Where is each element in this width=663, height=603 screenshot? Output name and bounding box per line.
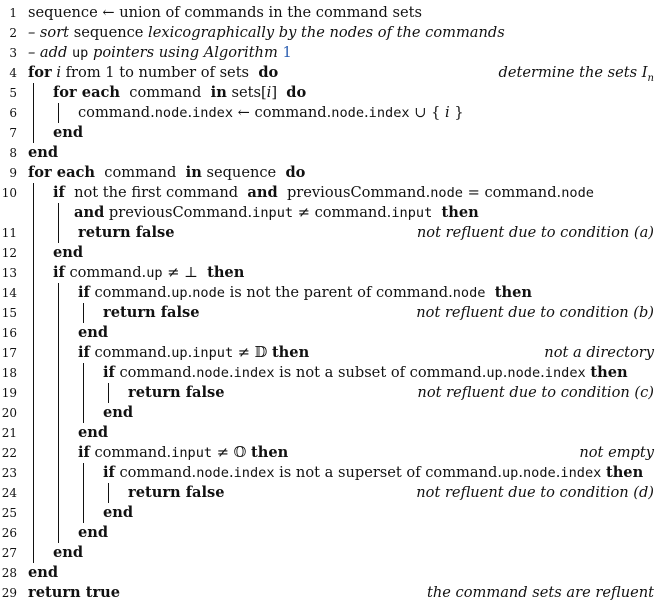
algorithm-statement: if command.up.node is not the parent of command.node then (78, 284, 532, 301)
line-number: 21 (1, 426, 17, 440)
algorithm-line (0, 243, 663, 263)
algorithm-line (0, 343, 663, 363)
algorithm-statement: – add up pointers using Algorithm 1 (28, 44, 292, 61)
line-number: 9 (9, 166, 17, 180)
algorithm-line (0, 63, 663, 83)
algorithm-line (0, 103, 663, 123)
block-bar (58, 203, 59, 243)
line-number: 19 (1, 386, 17, 400)
line-number: 20 (1, 406, 17, 420)
line-number: 27 (1, 546, 17, 560)
algorithm-statement: sequence ← union of commands in the command sets (28, 4, 422, 21)
algorithm-line (0, 263, 663, 283)
line-number: 26 (1, 526, 17, 540)
algorithm-statement: if command.input ≠ 𝕆 then (78, 444, 289, 461)
algorithm-statement: return true (28, 584, 121, 601)
algorithm-comment: not refluent due to condition (d) (416, 484, 654, 501)
algorithm-statement: and previousCommand.input ≠ command.input then (74, 204, 479, 221)
algorithm-line (0, 183, 663, 203)
algorithm-comment: not a directory (544, 344, 654, 361)
line-number: 11 (1, 226, 17, 240)
line-number: 12 (1, 246, 17, 260)
algorithm-statement: for each command in sequence do (28, 164, 306, 181)
algorithm-statement: end (78, 324, 109, 341)
algorithm-line (0, 43, 663, 63)
algorithm-line (0, 483, 663, 503)
line-number: 22 (1, 446, 17, 460)
algorithm-line (0, 523, 663, 543)
algorithm-line (0, 283, 663, 303)
algorithm-statement: if command.up ≠ ⊥ then (53, 264, 245, 281)
algorithm-statement: command.node.index ← command.node.index ∪ { i } (78, 104, 464, 121)
algorithm-line (0, 563, 663, 583)
algorithm-statement: if not the first command and previousCommand.node = command.node (53, 184, 594, 201)
line-number: 6 (9, 106, 17, 120)
algorithm-line (0, 383, 663, 403)
block-bar (83, 363, 84, 423)
algorithm-line (0, 363, 663, 383)
line-number: 15 (1, 306, 17, 320)
algorithm-statement: end (103, 404, 134, 421)
block-bar (33, 183, 34, 563)
block-bar (108, 383, 109, 403)
algorithm-statement: end (53, 244, 84, 261)
algorithm-statement: if command.node.index is not a superset of command.up.node.index then (103, 464, 644, 481)
line-number: 2 (9, 26, 17, 40)
algorithm-line (0, 23, 663, 43)
line-number: 25 (1, 506, 17, 520)
algorithm-comment: the command sets are refluent (427, 584, 654, 601)
algorithm-statement: end (78, 524, 109, 541)
line-number: 17 (1, 346, 17, 360)
algorithm-line (0, 223, 663, 243)
algorithm-line (0, 83, 663, 103)
line-number: 16 (1, 326, 17, 340)
algorithm-statement: end (28, 144, 59, 161)
line-number: 5 (9, 86, 17, 100)
algorithm-line (0, 323, 663, 343)
algorithm-comment: not refluent due to condition (a) (416, 224, 654, 241)
algorithm-statement: return false (78, 224, 175, 241)
algorithm-line (0, 203, 663, 223)
line-number: 7 (9, 126, 17, 140)
block-bar (83, 463, 84, 523)
algorithm-statement: for i from 1 to number of sets do (28, 64, 279, 81)
line-number: 28 (1, 566, 17, 580)
algorithm-statement: end (103, 504, 134, 521)
line-number: 14 (1, 286, 17, 300)
line-number: 24 (1, 486, 17, 500)
algorithm-comment: not refluent due to condition (c) (417, 384, 654, 401)
algorithm-comment: determine the sets $I_n$ (498, 64, 654, 84)
block-bar (108, 483, 109, 503)
algorithm-statement: end (78, 424, 109, 441)
algorithm-line (0, 123, 663, 143)
algorithm-statement: end (28, 564, 59, 581)
block-bar (83, 303, 84, 323)
line-number: 4 (9, 66, 17, 80)
algorithm-line (0, 163, 663, 183)
line-number: 18 (1, 366, 17, 380)
algorithm-line (0, 403, 663, 423)
line-number: 3 (9, 46, 17, 60)
algorithm-line (0, 443, 663, 463)
algorithm-statement: if command.node.index is not a subset of command.up.node.index then (103, 364, 628, 381)
line-number: 13 (1, 266, 17, 280)
algorithm-comment: not empty (579, 444, 654, 461)
algorithm-statement: for each command in sets[i] do (53, 84, 307, 101)
block-bar (33, 83, 34, 143)
algorithm-comment: not refluent due to condition (b) (416, 304, 654, 321)
line-number: 10 (1, 186, 17, 200)
algorithm-statement: end (53, 544, 84, 561)
line-number: 1 (9, 6, 17, 20)
line-number: 23 (1, 466, 17, 480)
block-bar (58, 283, 59, 543)
algorithm-statement: – sort sequence lexicographically by the nodes of the commands (28, 24, 505, 41)
algorithm-line (0, 423, 663, 443)
algorithm-statement: return false (128, 384, 225, 401)
algorithm-statement: end (53, 124, 84, 141)
block-bar (58, 103, 59, 123)
algorithm-line (0, 583, 663, 603)
algorithm-line (0, 503, 663, 523)
algorithm-line (0, 3, 663, 23)
algorithm-reference-link[interactable]: 1 (282, 44, 292, 61)
line-number: 8 (9, 146, 17, 160)
algorithm-statement: return false (103, 304, 200, 321)
algorithm-statement: if command.up.input ≠ 𝔻 then (78, 344, 310, 361)
algorithm-line (0, 543, 663, 563)
algorithm-line (0, 463, 663, 483)
line-number: 29 (1, 586, 17, 600)
algorithm-line (0, 143, 663, 163)
algorithm-line (0, 303, 663, 323)
algorithm-statement: return false (128, 484, 225, 501)
